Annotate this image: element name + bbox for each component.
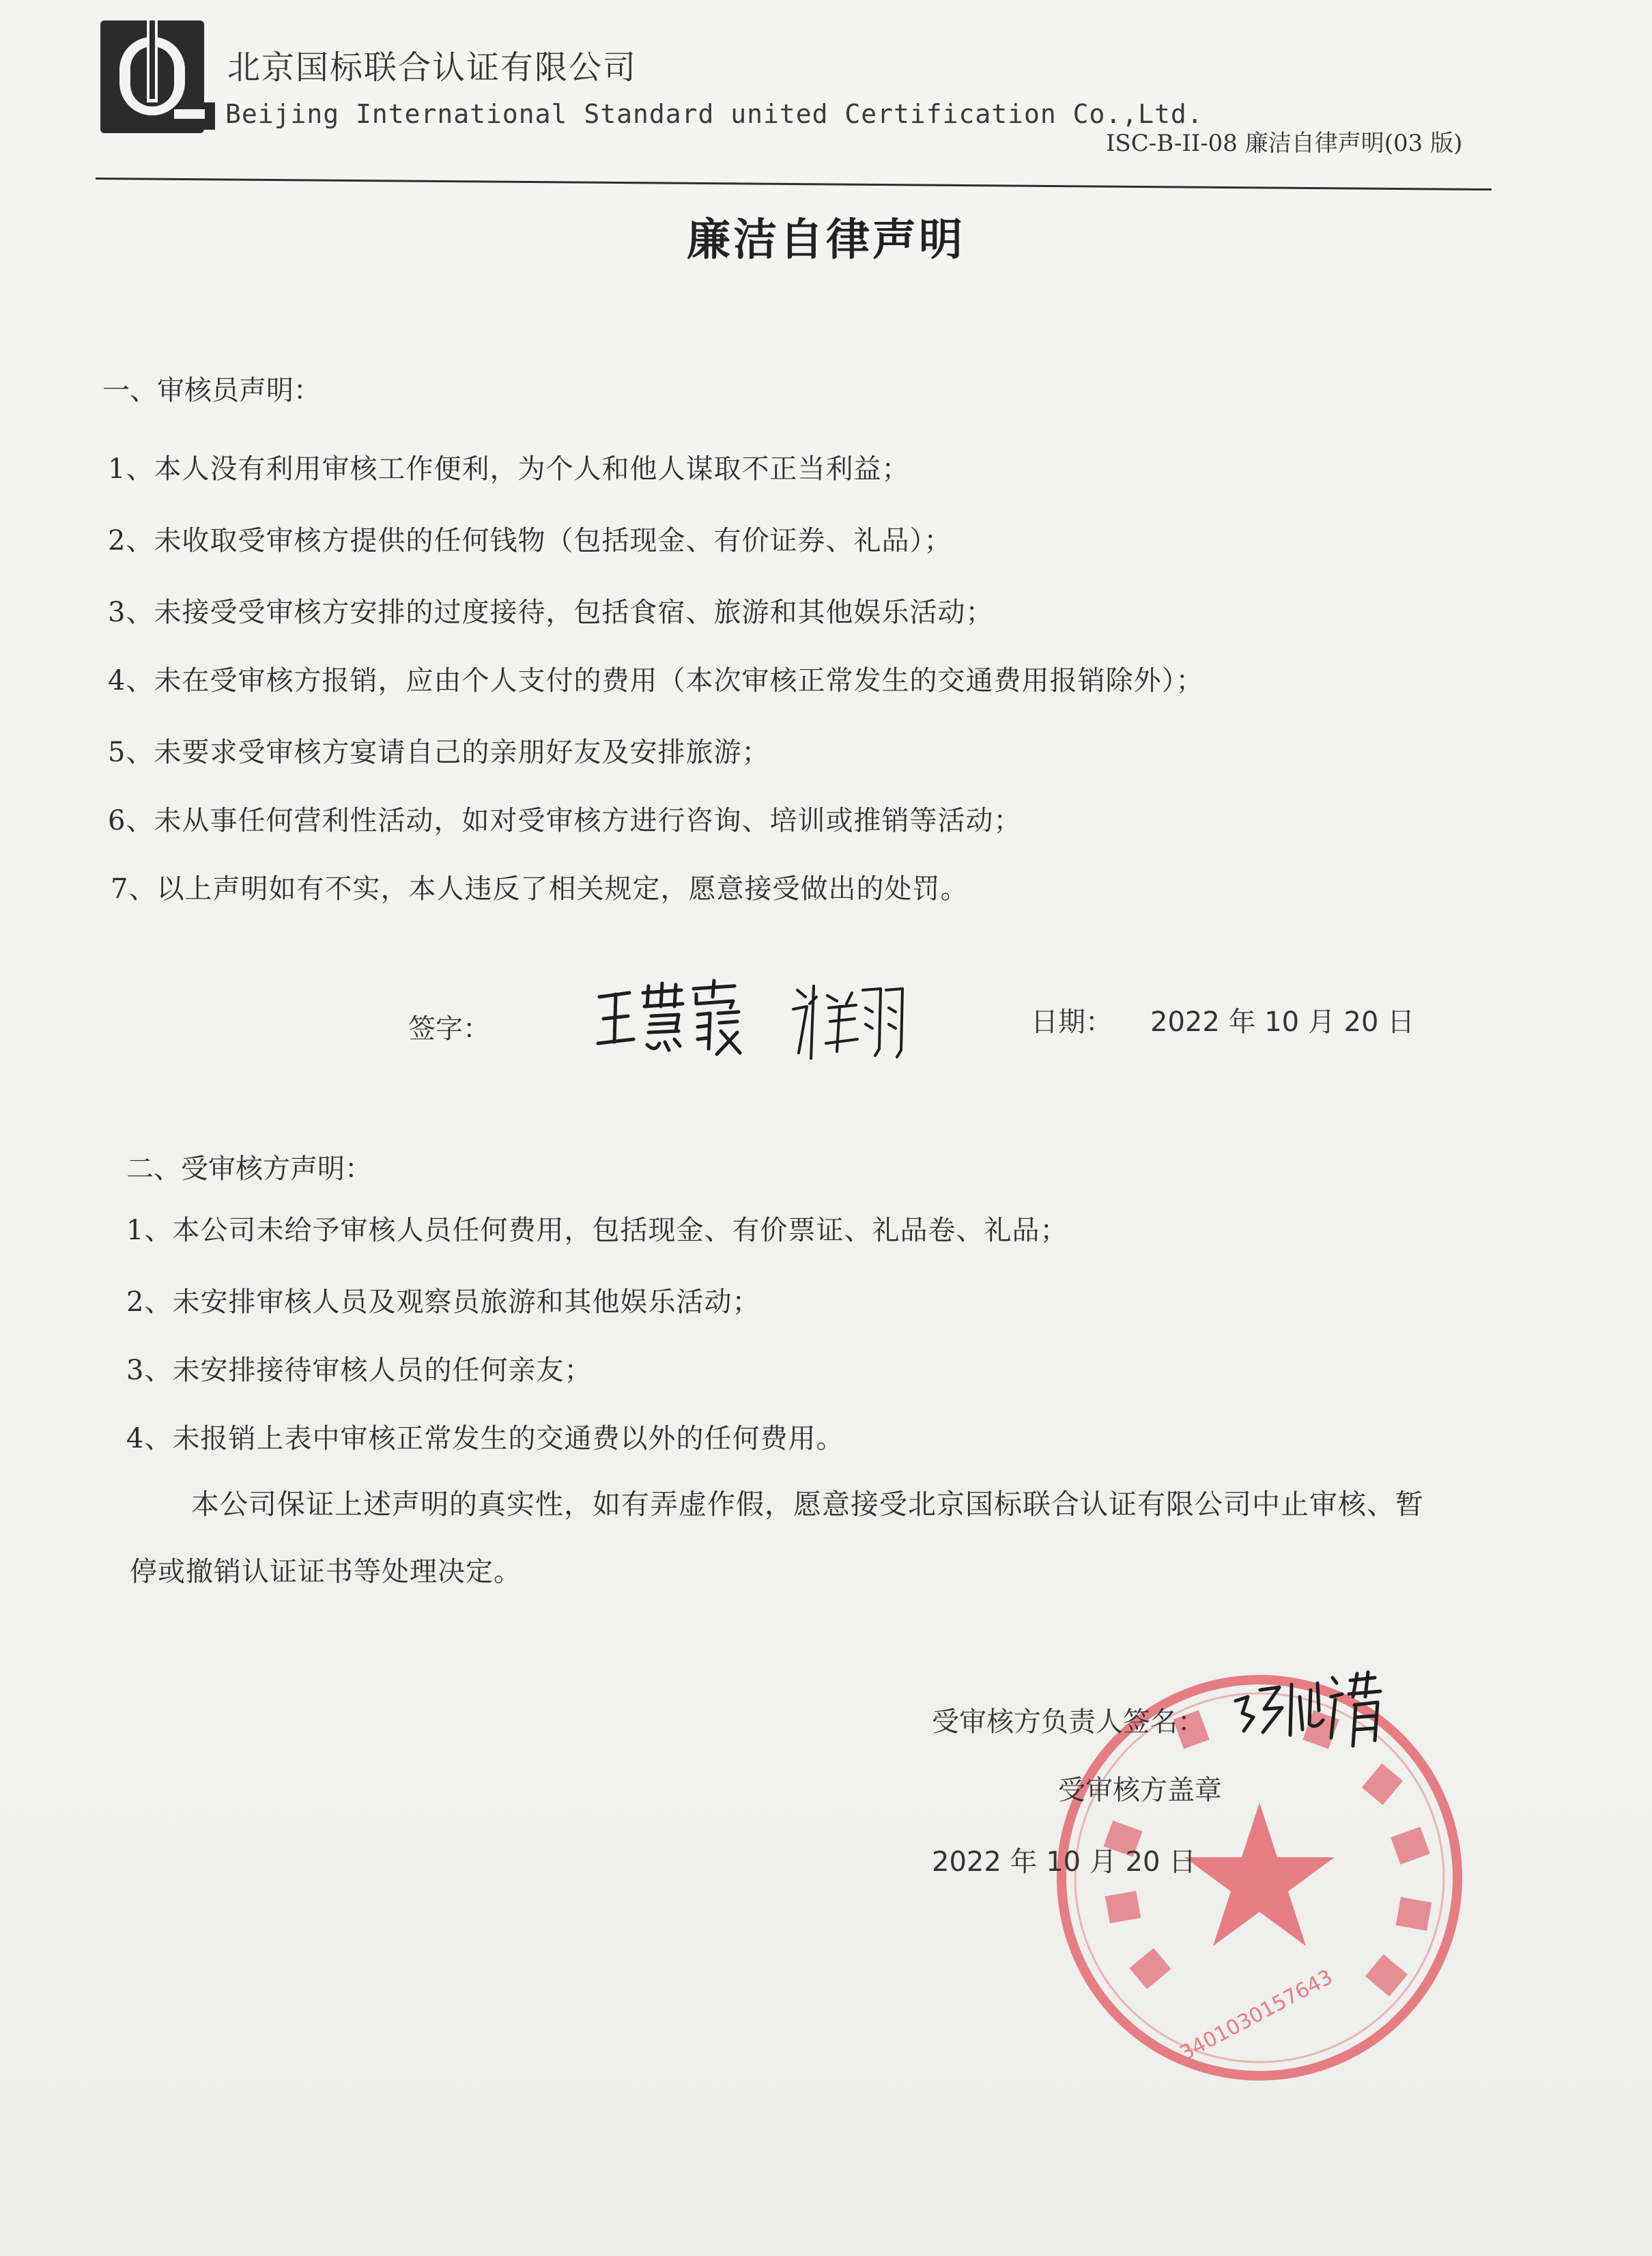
auditor-item: 7、以上声明如有不实，本人违反了相关规定，愿意接受做出的处罚。 xyxy=(111,873,969,905)
header-divider xyxy=(96,178,1492,191)
auditee-item: 2、未安排审核人员及观察员旅游和其他娱乐活动； xyxy=(126,1286,760,1318)
auditor-section-heading: 一、审核员声明： xyxy=(102,375,321,406)
company-name-en: Beijing International Standard united Certification Co.,Ltd. xyxy=(225,99,1204,129)
stamp-label: 受审核方盖章 xyxy=(1058,1775,1222,1806)
auditor-item: 1、本人没有利用审核工作便利，为个人和他人谋取不正当利益； xyxy=(108,453,910,485)
seal-code: 3401030157643 xyxy=(1176,1964,1337,2066)
auditor-item: 3、未接受受审核方安排的过度接待，包括食宿、旅游和其他娱乐活动； xyxy=(108,597,994,628)
sign-label: 签字： xyxy=(408,1013,490,1045)
auditee-item: 4、未报销上表中审核正常发生的交通费以外的任何费用。 xyxy=(126,1423,844,1454)
auditor-item: 4、未在受审核方报销，应由个人支付的费用（本次审核正常发生的交通费用报销除外）； xyxy=(108,665,1204,696)
auditee-item: 1、本公司未给予审核人员任何费用，包括现金、有价票证、礼品卷、礼品； xyxy=(126,1215,1068,1246)
auditee-item: 3、未安排接待审核人员的任何亲友； xyxy=(126,1355,593,1386)
date-label: 日期： xyxy=(1031,1006,1113,1038)
auditee-date: 2022 年 10 月 20 日 xyxy=(932,1846,1197,1878)
auditor-item: 5、未要求受审核方宴请自己的亲朋好友及安排旅游； xyxy=(108,737,770,768)
company-name-cn: 北京国标联合认证有限公司 xyxy=(227,48,638,87)
auditor-signature xyxy=(594,976,908,1072)
guarantee-text-line2: 停或撤销认证证书等处理决定。 xyxy=(130,1556,522,1588)
auditee-section-heading: 二、受审核方声明： xyxy=(126,1153,372,1185)
guarantee-text-line1: 本公司保证上述声明的真实性，如有弄虚作假，愿意接受北京国标联合认证有限公司中止审核、暂 xyxy=(191,1488,1424,1521)
document-title: 廉洁自律声明 xyxy=(687,215,965,266)
auditor-item: 2、未收取受审核方提供的任何钱物（包括现金、有价证券、礼品）； xyxy=(108,525,952,556)
responsible-sign-label: 受审核方负责人签名： xyxy=(932,1706,1205,1738)
responsible-signature xyxy=(1229,1669,1413,1751)
auditor-date: 2022 年 10 月 20 日 xyxy=(1150,1006,1415,1038)
company-logo xyxy=(99,7,218,137)
document-code: ISC-B-II-08 廉洁自律声明(03 版) xyxy=(1106,130,1463,157)
auditor-item: 6、未从事任何营利性活动，如对受审核方进行咨询、培训或推销等活动； xyxy=(108,805,1022,836)
